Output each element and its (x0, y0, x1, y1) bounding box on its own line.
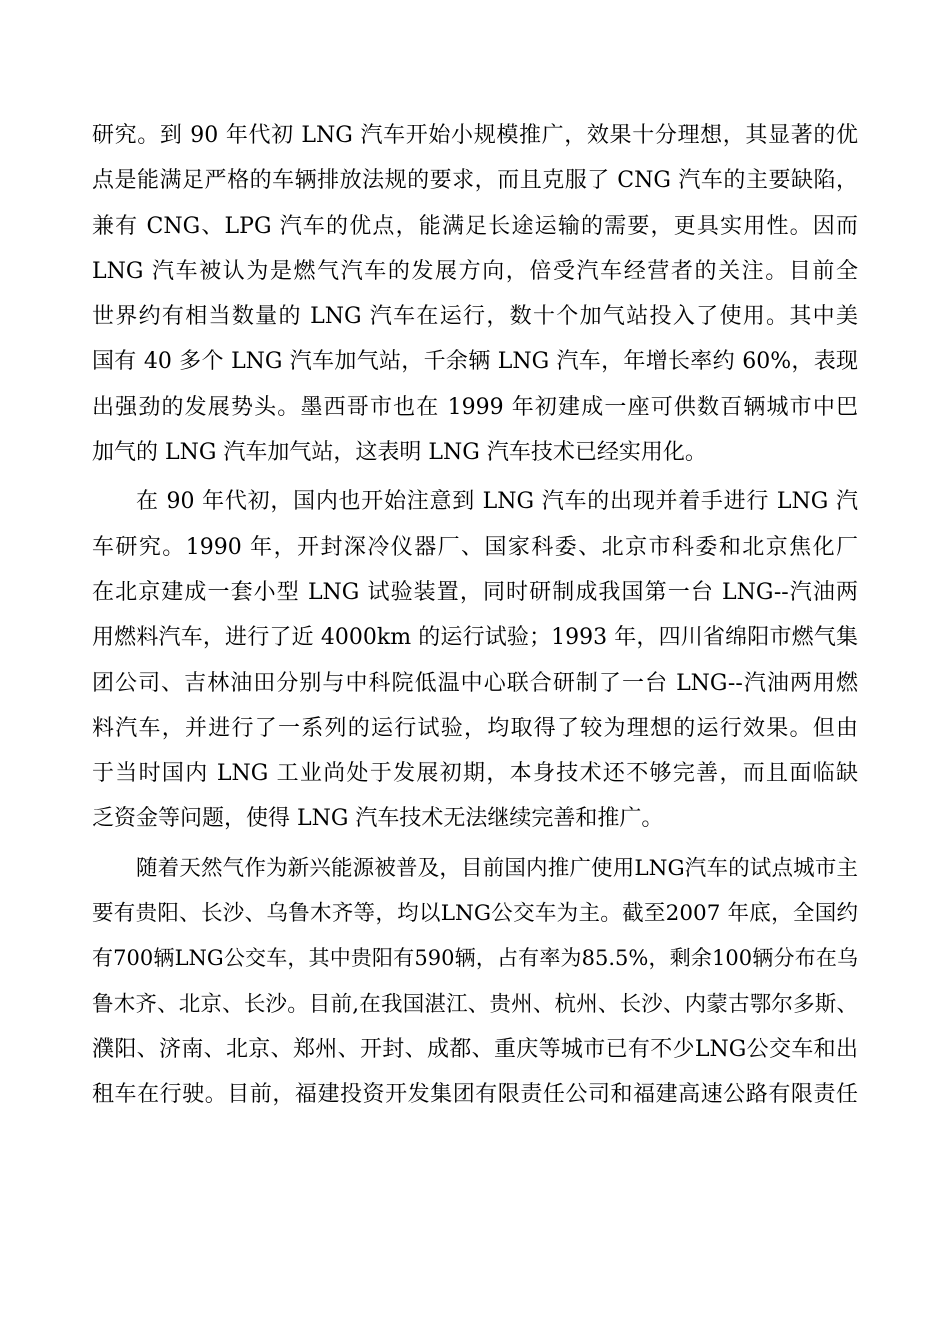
text-line: 于当时国内 LNG 工业尚处于发展初期，本身技术还不够完善，而且面临缺 (92, 761, 858, 787)
text-line: 鲁木齐、北京、长沙。目前,在我国湛江、贵州、杭州、长沙、内蒙古鄂尔多斯、 (92, 991, 858, 1017)
text-line: 用燃料汽车，进行了近 4000km 的运行试验；1993 年，四川省绵阳市燃气集 (92, 625, 858, 651)
text-line: 要有贵阳、长沙、乌鲁木齐等，均以LNG公交车为主。截至2007 年底，全国约 (92, 901, 858, 927)
document-page (92, 113, 858, 1118)
text-line: 车研究。1990 年，开封深冷仪器厂、国家科委、北京市科委和北京焦化厂 (92, 534, 858, 560)
text-line: LNG 汽车被认为是燃气汽车的发展方向，倍受汽车经营者的关注。目前全 (92, 258, 858, 284)
text-line: 濮阳、济南、北京、郑州、开封、成都、重庆等城市已有不少LNG公交车和出 (92, 1036, 858, 1062)
text-line: 在北京建成一套小型 LNG 试验装置，同时研制成我国第一台 LNG--汽油两 (92, 579, 858, 605)
paragraph-1 (92, 113, 858, 475)
text-line: 世界约有相当数量的 LNG 汽车在运行，数十个加气站投入了使用。其中美 (92, 304, 858, 330)
text-line: 在 90 年代初，国内也开始注意到 LNG 汽车的出现并着手进行 LNG 汽 (136, 489, 858, 515)
text-line: 点是能满足严格的车辆排放法规的要求，而且克服了 CNG 汽车的主要缺陷， (92, 168, 858, 194)
text-line: 乏资金等问题，使得 LNG 汽车技术无法继续完善和推广。 (92, 806, 664, 832)
text-line: 料汽车，并进行了一系列的运行试验，均取得了较为理想的运行效果。但由 (92, 715, 858, 741)
text-line: 国有 40 多个 LNG 汽车加气站，千余辆 LNG 汽车，年增长率约 60%，表现 (92, 349, 858, 375)
text-line: 有700辆LNG公交车，其中贵阳有590辆，占有率为85.5%，剩余100辆分布在乌 (92, 946, 858, 971)
paragraph-3 (92, 846, 858, 1118)
text-line: 团公司、吉林油田分别与中科院低温中心联合研制了一台 LNG--汽油两用燃 (92, 670, 858, 696)
text-line: 兼有 CNG、LPG 汽车的优点，能满足长途运输的需要，更具实用性。因而 (92, 213, 858, 239)
text-line: 研究。到 90 年代初 LNG 汽车开始小规模推广，效果十分理想，其显著的优 (92, 123, 858, 148)
text-line: 租车在行驶。目前，福建投资开发集团有限责任公司和福建高速公路有限责任 (92, 1082, 858, 1108)
text-line: 随着天然气作为新兴能源被普及，目前国内推广使用LNG汽车的试点城市主 (136, 855, 858, 881)
text-line: 加气的 LNG 汽车加气站，这表明 LNG 汽车技术已经实用化。 (92, 440, 707, 466)
paragraph-2 (92, 479, 858, 841)
text-line: 出强劲的发展势头。墨西哥市也在 1999 年初建成一座可供数百辆城市中巴 (92, 394, 858, 420)
